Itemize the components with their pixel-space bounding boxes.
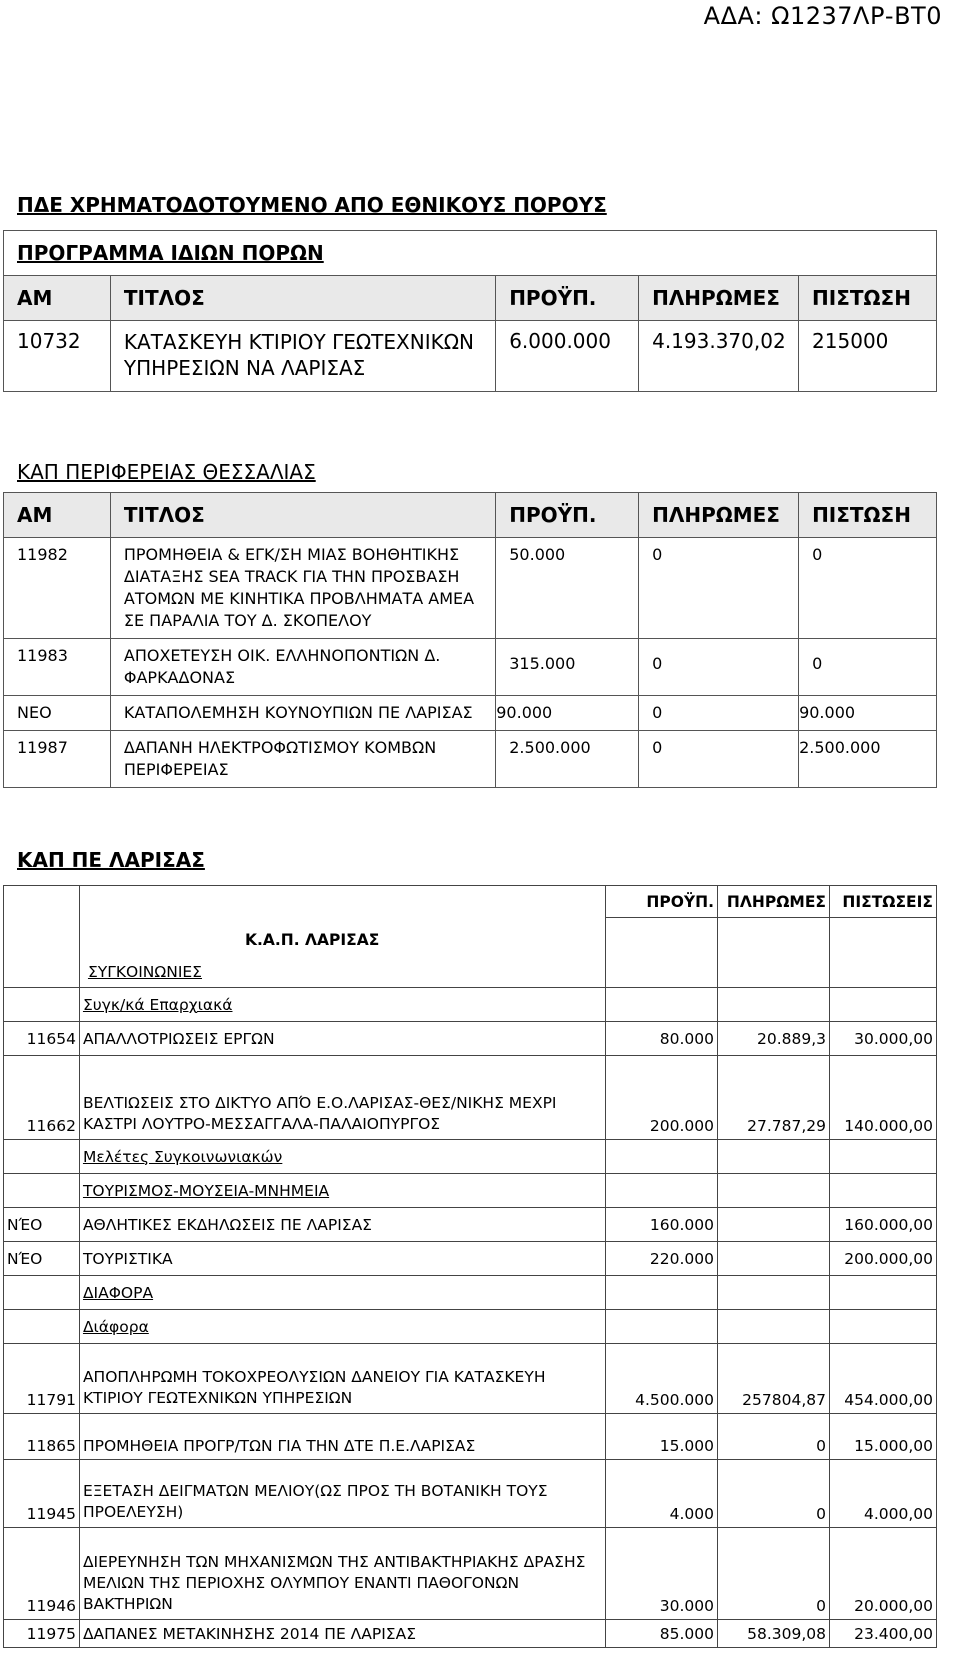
larisa-table [3, 885, 937, 1648]
cell-am: 10732 [4, 321, 111, 392]
cell-title: ΤΟΥΡΙΣΤΙΚΑ [79, 1242, 605, 1276]
cell-budget: 200.000 [606, 1056, 718, 1140]
table-row [4, 731, 937, 788]
category-tourism: ΤΟΥΡΙΣΜΟΣ-ΜΟΥΣΕΙΑ-ΜΝΗΜΕΙΑ [79, 1174, 605, 1208]
cell-budget: 85.000 [606, 1620, 718, 1648]
category-communications: ΣΥΓΚΟΙΝΩΝΙΕΣ [87, 963, 202, 981]
cell-budget: 315.000 [496, 639, 639, 696]
cell-am: 11662 [4, 1056, 80, 1140]
cell-am: 11982 [4, 538, 111, 639]
cell-payments: 0 [718, 1460, 830, 1528]
table-row [4, 1620, 937, 1648]
cell-am: 11987 [4, 731, 111, 788]
cell-budget: 50.000 [496, 538, 639, 639]
cell-payments: 20.889,3 [718, 1022, 830, 1056]
category-provincial: Συγκ/κά Επαρχιακά [79, 988, 605, 1022]
own-resources-table [3, 230, 937, 392]
table-row [4, 321, 937, 392]
section-title-region: ΚΑΠ ΠΕΡΙΦΕΡΕΙΑΣ ΘΕΣΣΑΛΙΑΣ [17, 460, 316, 484]
col-budget: ΠΡΟΫΠ. [606, 886, 718, 918]
table-row [4, 538, 937, 639]
cell-credit: 4.000,00 [830, 1460, 937, 1528]
cell-am: ΝΈΟ [4, 1208, 80, 1242]
cell-budget: 6.000.000 [496, 321, 639, 392]
cell-payments [718, 1208, 830, 1242]
section-title-national: ΠΔΕ ΧΡΗΜΑΤΟΔΟΤΟΥΜΕΝΟ ΑΠΟ ΕΘΝΙΚΟΥΣ ΠΟΡΟΥΣ [17, 193, 607, 217]
table-row [4, 1022, 937, 1056]
cell-credit: 215000 [799, 321, 937, 392]
col-am: ΑΜ [4, 493, 111, 538]
cell-credit: 20.000,00 [830, 1528, 937, 1620]
col-payments: ΠΛΗΡΩΜΕΣ [639, 493, 799, 538]
col-budget: ΠΡΟΫΠ. [496, 276, 639, 321]
cell-title: ΚΑΤΑΣΚΕΥΗ ΚΤΙΡΙΟΥ ΓΕΩΤΕΧΝΙΚΩΝ ΥΠΗΡΕΣΙΩΝ ΝΑ ΛΑΡΙΣΑΣ [110, 321, 495, 392]
cell-title: ΒΕΛΤΙΩΣΕΙΣ ΣΤΟ ΔΙΚΤΥΟ ΑΠΌ Ε.Ο.ΛΑΡΙΣΑΣ-ΘΕΣ/ΝΙΚΗΣ ΜΕΧΡΙ ΚΑΣΤΡΙ ΛΟΥΤΡΟ-ΜΕΣΣΑΓΓΑΛΑ-ΠΑΛΑΙΟΠΥΡΓΟΣ [79, 1056, 605, 1140]
cell-title: ΑΠΑΛΛΟΤΡΙΩΣΕΙΣ ΕΡΓΩΝ [79, 1022, 605, 1056]
table-row [4, 1208, 937, 1242]
header-row [4, 493, 937, 538]
cell-title: ΔΑΠΑΝΗ ΗΛΕΚΤΡΟΦΩΤΙΣΜΟΥ ΚΟΜΒΩΝ ΠΕΡΙΦΕΡΕΙΑΣ [110, 731, 495, 788]
header-row [4, 276, 937, 321]
cell-title: ΔΙΕΡΕΥΝΗΣΗ ΤΩΝ ΜΗΧΑΝΙΣΜΩΝ ΤΗΣ ΑΝΤΙΒΑΚΤΗΡΙΑΚΗΣ ΔΡΑΣΗΣ ΜΕΛΙΩΝ ΤΗΣ ΠΕΡΙΟΧΗΣ ΟΛΥΜΠΟΥ ΕΝΑΝΤΙ ΠΑΘΟΓΟΝΩΝ ΒΑΚΤΗΡΙΩΝ [79, 1528, 605, 1620]
cell-payments: 0 [718, 1528, 830, 1620]
cell-am: 11654 [4, 1022, 80, 1056]
col-credit: ΠΙΣΤΩΣΗ [799, 276, 937, 321]
region-table [3, 492, 937, 788]
col-budget: ΠΡΟΫΠ. [496, 493, 639, 538]
col-title: ΤΙΤΛΟΣ [110, 276, 495, 321]
category-misc-sub: Διάφορα [79, 1310, 605, 1344]
cell-payments: 4.193.370,02 [639, 321, 799, 392]
category-misc: ΔΙΑΦΟΡΑ [79, 1276, 605, 1310]
cell-budget: 220.000 [606, 1242, 718, 1276]
cell-credit: 0 [799, 538, 937, 639]
cell-credit: 140.000,00 [830, 1056, 937, 1140]
table-row [4, 1056, 937, 1140]
cell-credit: 30.000,00 [830, 1022, 937, 1056]
cell-payments [718, 1242, 830, 1276]
table-row [4, 1414, 937, 1460]
cell-budget: 90.000 [496, 696, 639, 731]
cell-title: ΑΠΟΧΕΤΕΥΣΗ ΟΙΚ. ΕΛΛΗΝΟΠΟΝΤΙΩΝ Δ. ΦΑΡΚΑΔΟΝΑΣ [110, 639, 495, 696]
section-subtitle-own: ΠΡΟΓΡΑΜΜΑ ΙΔΙΩΝ ΠΟΡΩΝ [4, 231, 937, 276]
cell-credit: 2.500.000 [799, 731, 937, 788]
cell-am: ΝΕΟ [4, 696, 111, 731]
cell-am: ΝΈΟ [4, 1242, 80, 1276]
cell-credit: 454.000,00 [830, 1344, 937, 1414]
cell-budget: 160.000 [606, 1208, 718, 1242]
cell-budget: 2.500.000 [496, 731, 639, 788]
cell-credit: 160.000,00 [830, 1208, 937, 1242]
cell-budget: 4.000 [606, 1460, 718, 1528]
cell-payments: 0 [639, 639, 799, 696]
col-credit: ΠΙΣΤΩΣΕΙΣ [830, 886, 937, 918]
col-payments: ΠΛΗΡΩΜΕΣ [718, 886, 830, 918]
cell-payments: 257804,87 [718, 1344, 830, 1414]
cell-am: 11975 [4, 1620, 80, 1648]
cell-payments: 0 [639, 696, 799, 731]
col-am: ΑΜ [4, 276, 111, 321]
cell-credit: 200.000,00 [830, 1242, 937, 1276]
cell-budget: 30.000 [606, 1528, 718, 1620]
table-row [4, 696, 937, 731]
col-credit: ΠΙΣΤΩΣΗ [799, 493, 937, 538]
cell-title: ΕΞΕΤΑΣΗ ΔΕΙΓΜΑΤΩΝ ΜΕΛΙΟΥ(ΩΣ ΠΡΟΣ ΤΗ ΒΟΤΑΝΙΚΗ ΤΟΥΣ ΠΡΟΕΛΕΥΣΗ) [79, 1460, 605, 1528]
table-row [4, 1460, 937, 1528]
cell-credit: 90.000 [799, 696, 937, 731]
cell-title: ΚΑΤΑΠΟΛΕΜΗΣΗ ΚΟΥΝΟΥΠΙΩΝ ΠΕ ΛΑΡΙΣΑΣ [110, 696, 495, 731]
cell-payments: 0 [718, 1414, 830, 1460]
cell-budget: 4.500.000 [606, 1344, 718, 1414]
table-row [4, 639, 937, 696]
table-row [4, 1528, 937, 1620]
table-row [4, 1242, 937, 1276]
org-label: Κ.Α.Π. ΛΑΡΙΣΑΣ [244, 931, 380, 949]
cell-payments: 58.309,08 [718, 1620, 830, 1648]
cell-payments: 0 [639, 731, 799, 788]
cell-am: 11945 [4, 1460, 80, 1528]
cell-payments: 27.787,29 [718, 1056, 830, 1140]
cell-title: ΑΘΛΗΤΙΚΕΣ ΕΚΔΗΛΩΣΕΙΣ ΠΕ ΛΑΡΙΣΑΣ [79, 1208, 605, 1242]
cell-credit: 0 [799, 639, 937, 696]
category-studies: Μελέτες Συγκοινωνιακών [79, 1140, 605, 1174]
cell-am: 11791 [4, 1344, 80, 1414]
cell-title: ΔΑΠΑΝΕΣ ΜΕΤΑΚΙΝΗΣΗΣ 2014 ΠΕ ΛΑΡΙΣΑΣ [79, 1620, 605, 1648]
section-title-larisa: ΚΑΠ ΠΕ ΛΑΡΙΣΑΣ [17, 848, 205, 872]
cell-am: 11983 [4, 639, 111, 696]
cell-credit: 15.000,00 [830, 1414, 937, 1460]
table-row [4, 1344, 937, 1414]
col-title: ΤΙΤΛΟΣ [110, 493, 495, 538]
cell-title: ΑΠΟΠΛΗΡΩΜΗ ΤΟΚΟΧΡΕΟΛΥΣΙΩΝ ΔΑΝΕΙΟΥ ΓΙΑ ΚΑΤΑΣΚΕΥΗ ΚΤΙΡΙΟΥ ΓΕΩΤΕΧΝΙΚΩΝ ΥΠΗΡΕΣΙΩΝ [79, 1344, 605, 1414]
cell-title: ΠΡΟΜΗΘΕΙΑ & ΕΓΚ/ΣΗ ΜΙΑΣ ΒΟΗΘΗΤΙΚΗΣ ΔΙΑΤΑΞΗΣ SEA TRACK ΓΙΑ ΤΗΝ ΠΡΟΣΒΑΣΗ ΑΤΟΜΩΝ ΜΕ ΚΙΝΗΤΙΚΑ ΠΡΟΒΛΗΜΑΤΑ ΑΜΕΑ ΣΕ ΠΑΡΑΛΙΑ ΤΟΥ Δ. ΣΚΟΠΕΛΟΥ [110, 538, 495, 639]
cell-credit: 23.400,00 [830, 1620, 937, 1648]
col-payments: ΠΛΗΡΩΜΕΣ [639, 276, 799, 321]
cell-am: 11865 [4, 1414, 80, 1460]
cell-budget: 80.000 [606, 1022, 718, 1056]
cell-am: 11946 [4, 1528, 80, 1620]
cell-payments: 0 [639, 538, 799, 639]
cell-title: ΠΡΟΜΗΘΕΙΑ ΠΡΟΓΡ/ΤΩΝ ΓΙΑ ΤΗΝ ΔΤΕ Π.Ε.ΛΑΡΙΣΑΣ [79, 1414, 605, 1460]
ada-code: ΑΔΑ: Ω1237ΛΡ-ΒΤ0 [703, 2, 942, 30]
cell-budget: 15.000 [606, 1414, 718, 1460]
